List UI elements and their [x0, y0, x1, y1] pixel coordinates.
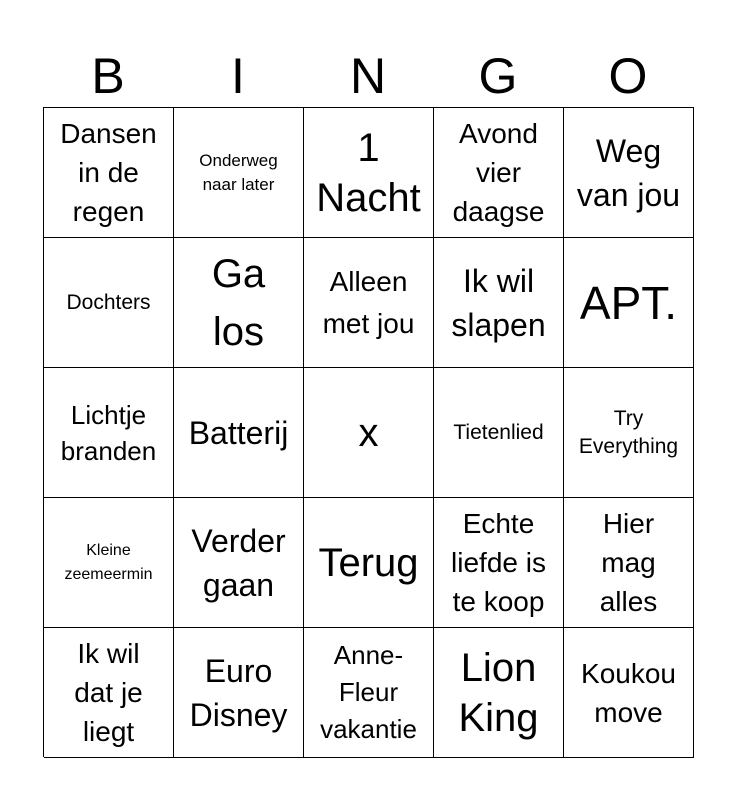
- bingo-cell[interactable]: [174, 108, 304, 238]
- cell-text: x: [358, 410, 379, 455]
- bingo-cell[interactable]: [434, 108, 564, 238]
- bingo-cell[interactable]: [174, 498, 304, 628]
- cell-text: Ik wil dat je liegt: [74, 638, 143, 747]
- bingo-cell[interactable]: [304, 628, 434, 758]
- header-letter-b: B: [91, 48, 125, 104]
- bingo-cell[interactable]: [44, 368, 174, 498]
- bingo-cell[interactable]: [44, 108, 174, 238]
- bingo-cell[interactable]: [564, 108, 694, 238]
- cell-text: Hier mag alles: [599, 508, 658, 617]
- bingo-cell[interactable]: [434, 238, 564, 368]
- bingo-cell[interactable]: [304, 498, 434, 628]
- cell-text: Euro Disney: [189, 652, 288, 733]
- bingo-cell[interactable]: [564, 498, 694, 628]
- cell-text: Ik wil slapen: [451, 262, 546, 343]
- cell-text: 1 Nacht: [316, 125, 421, 220]
- header-letter-n: N: [349, 48, 387, 104]
- header-letter-g: G: [478, 48, 518, 104]
- cell-text: Onderweg naar later: [199, 150, 278, 194]
- cell-text: Koukou move: [581, 657, 676, 728]
- cell-text: Alleen met jou: [322, 265, 415, 339]
- bingo-header: [43, 48, 693, 104]
- cell-text: Echte liefde is te koop: [451, 508, 546, 617]
- cell-text: Kleine zeemeermin: [64, 541, 153, 583]
- cell-text: Lion King: [458, 645, 539, 740]
- bingo-cell[interactable]: [434, 368, 564, 498]
- cell-text: Tietenlied: [453, 420, 544, 444]
- bingo-cell[interactable]: [564, 238, 694, 368]
- bingo-cell[interactable]: [174, 628, 304, 758]
- bingo-cell[interactable]: [304, 108, 434, 238]
- cell-text: Batterij: [188, 414, 289, 451]
- cell-text: Dansen in de regen: [60, 118, 157, 227]
- cell-text: Dochters: [66, 290, 151, 314]
- bingo-cell[interactable]: [564, 368, 694, 498]
- cell-text: Avond vier daagse: [452, 118, 545, 227]
- bingo-cell[interactable]: [174, 238, 304, 368]
- header-letter-i: I: [231, 48, 245, 104]
- cell-text: Ga los: [211, 251, 266, 354]
- cell-text: Lichtje branden: [60, 399, 157, 466]
- cell-text: Try Everything: [578, 406, 679, 458]
- cell-text: Terug: [318, 540, 419, 585]
- bingo-cell[interactable]: [434, 628, 564, 758]
- bingo-cell[interactable]: [44, 628, 174, 758]
- bingo-cell[interactable]: [304, 238, 434, 368]
- bingo-cell[interactable]: [174, 368, 304, 498]
- cell-text: Weg van jou: [576, 132, 681, 213]
- header-letter-o: O: [608, 48, 648, 104]
- bingo-cell[interactable]: [434, 498, 564, 628]
- cell-text: APT.: [579, 276, 678, 329]
- cell-text: Verder gaan: [191, 522, 286, 603]
- bingo-cell[interactable]: [44, 238, 174, 368]
- bingo-cell[interactable]: [304, 368, 434, 498]
- bingo-cell[interactable]: [564, 628, 694, 758]
- bingo-cell[interactable]: [44, 498, 174, 628]
- bingo-card-grid: [43, 107, 694, 757]
- cell-text: Anne- Fleur vakantie: [320, 640, 417, 744]
